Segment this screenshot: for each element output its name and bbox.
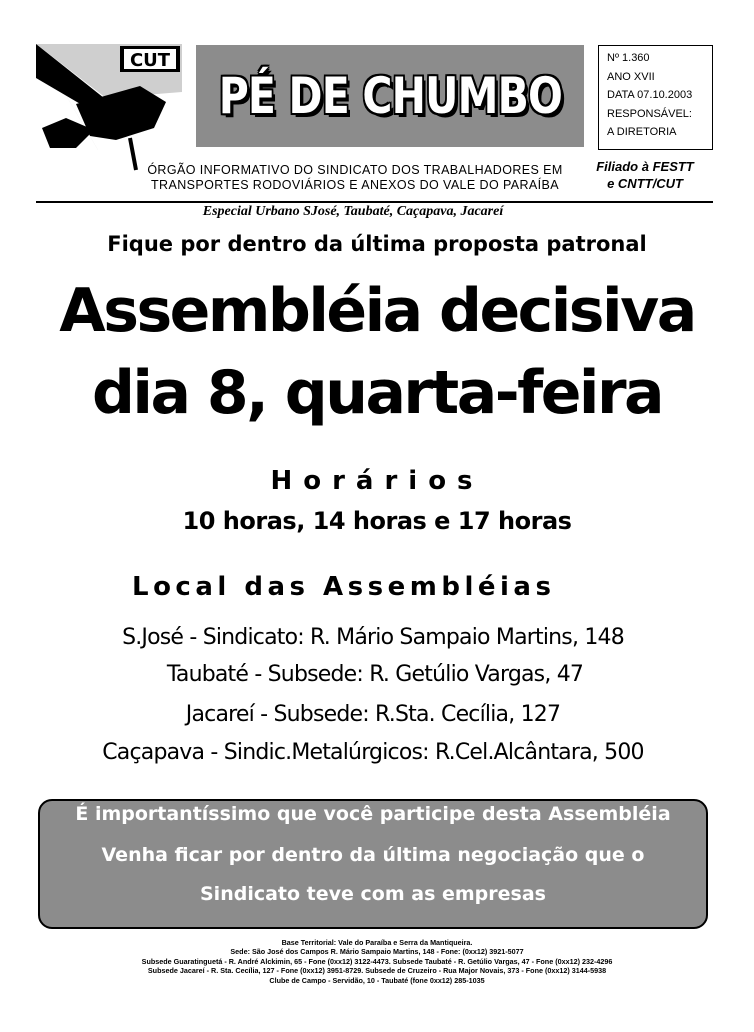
publisher-subtitle [120,163,590,193]
subtitle-line: ÓRGÃO INFORMATIVO DO SINDICATO DOS TRABALHADORES EM [147,163,563,177]
location-item: Caçapava - Sindic.Metalúrgicos: R.Cel.Alcântara, 500 [102,740,644,765]
issue-year: ANO XVII [607,70,655,83]
footer-line: Sede: São José dos Campos R. Mário Sampaio Martins, 148 - Fone: (0xx12) 3921-5077 [230,947,524,957]
callout-line: Sindicato teve com as empresas [200,883,546,905]
schedule-title: Horários [270,466,484,496]
cut-logo-text: CUT [129,50,171,71]
location-item: S.José - Sindicato: R. Mário Sampaio Martins, 148 [122,625,624,650]
footer-addresses [0,938,754,985]
locations-title: Local das Assembléias [132,572,556,602]
issue-responsible-label: RESPONSÁVEL: [607,107,692,120]
issue-info-box [598,45,713,150]
headline-kicker: Fique por dentro da última proposta patronal [107,232,647,256]
location-item: Jacareí - Subsede: R.Sta. Cecília, 127 [185,702,561,727]
header-divider [36,201,713,203]
issue-number: Nº 1.360 [607,52,650,64]
issue-responsible: A DIRETORIA [607,126,677,138]
issue-date: DATA 07.10.2003 [607,89,693,101]
subtitle-line: TRANSPORTES RODOVIÁRIOS E ANEXOS DO VALE DO PARAÍBA [151,178,559,192]
affiliation-line: Filiado à FESTT [596,159,694,174]
newspaper-title: PÉ DE CHUMBO [218,67,562,125]
footer-line: Base Territorial: Vale do Paraíba e Serra da Mantiqueira. [281,938,473,947]
callout-line: Venha ficar por dentro da última negociação que o [101,844,645,866]
cut-logo-graphic [36,44,182,176]
schedule-times: 10 horas, 14 horas e 17 horas [182,507,572,535]
headline-date: dia 8, quarta-feira [91,358,663,428]
callout-line: É importantíssimo que você participe desta Assembléia [75,803,671,825]
footer-line: Clube de Campo - Servidão, 10 - Taubaté (fone 0xx12) 285-1035 [269,975,485,985]
footer-line: Subsede Jacareí - R. Sta. Cecília, 127 - Fone (0xx12) 3951-8729. Subsede de Cruzeiro - Rua Major Novais, 373 - Fone (0xx12) 3144-5938 [147,966,607,976]
special-edition-label: Especial Urbano SJosé, Taubaté, Caçapava, Jacareí [202,204,504,219]
affiliation-line: e CNTT/CUT [607,176,683,191]
headline-main: Assembléia decisiva [59,276,695,346]
affiliation [583,158,707,192]
cut-logo [36,44,182,176]
location-item: Taubaté - Subsede: R. Getúlio Vargas, 47 [166,662,584,687]
masthead [196,45,584,147]
footer-line: Subsede Guaratinguetá - R. André Alckimin, 65 - Fone (0xx12) 3122-4473. Subsede Taubaté - R. Getúlio Vargas, 47 - Fone (0xx12) 232-4296 [141,956,613,966]
